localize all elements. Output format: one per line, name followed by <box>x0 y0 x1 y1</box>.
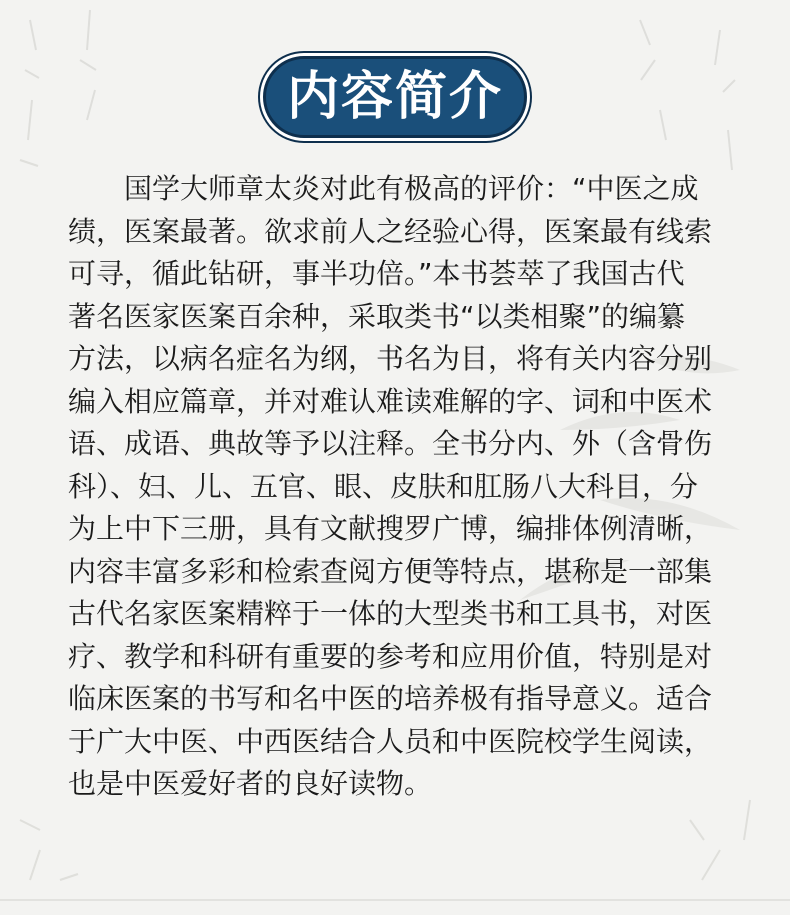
body-line: 于广大中医、中西医结合人员和中医院校学生阅读， <box>68 724 713 758</box>
section-title: 内容简介 <box>286 67 503 127</box>
body-line: 国学大师章太炎对此有极高的评价：“中医之成 <box>68 172 699 205</box>
body-line: 方法，以病名症名为纲，书名为目，将有关内容分别 <box>68 342 713 375</box>
body-line: 著名医家医案百余种，采取类书“以类相聚”的编纂 <box>68 299 686 333</box>
body-line: 绩，医案最著。欲求前人之经验心得，医案最有线索 <box>68 214 713 248</box>
body-line: 语、成语、典故等予以注释。全书分内、外（含骨伤 <box>68 427 713 460</box>
body-line: 古代名家医案精粹于一体的大型类书和工具书，对医 <box>68 597 713 630</box>
body-line: 可寻，循此钻研，事半功倍。”本书荟萃了我国古代 <box>68 257 685 290</box>
body-line: 也是中医爱好者的良好读物。 <box>68 767 433 800</box>
section-title-badge <box>263 56 527 138</box>
body-line: 临床医案的书写和名中医的培养极有指导意义。适合 <box>68 682 713 715</box>
body-line: 疗、教学和科研有重要的参考和应用价值，特别是对 <box>68 639 713 673</box>
body-line: 科）、妇、儿、五官、眼、皮肤和肛肠八大科目，分 <box>68 469 699 503</box>
body-line: 为上中下三册，具有文献搜罗广博，编排体例清晰， <box>68 512 713 545</box>
body-line: 内容丰富多彩和检索查阅方便等特点，堪称是一部集 <box>68 554 713 588</box>
introduction-body <box>68 168 758 806</box>
body-line: 编入相应篇章，并对难认难读难解的字、词和中医术 <box>68 384 713 418</box>
